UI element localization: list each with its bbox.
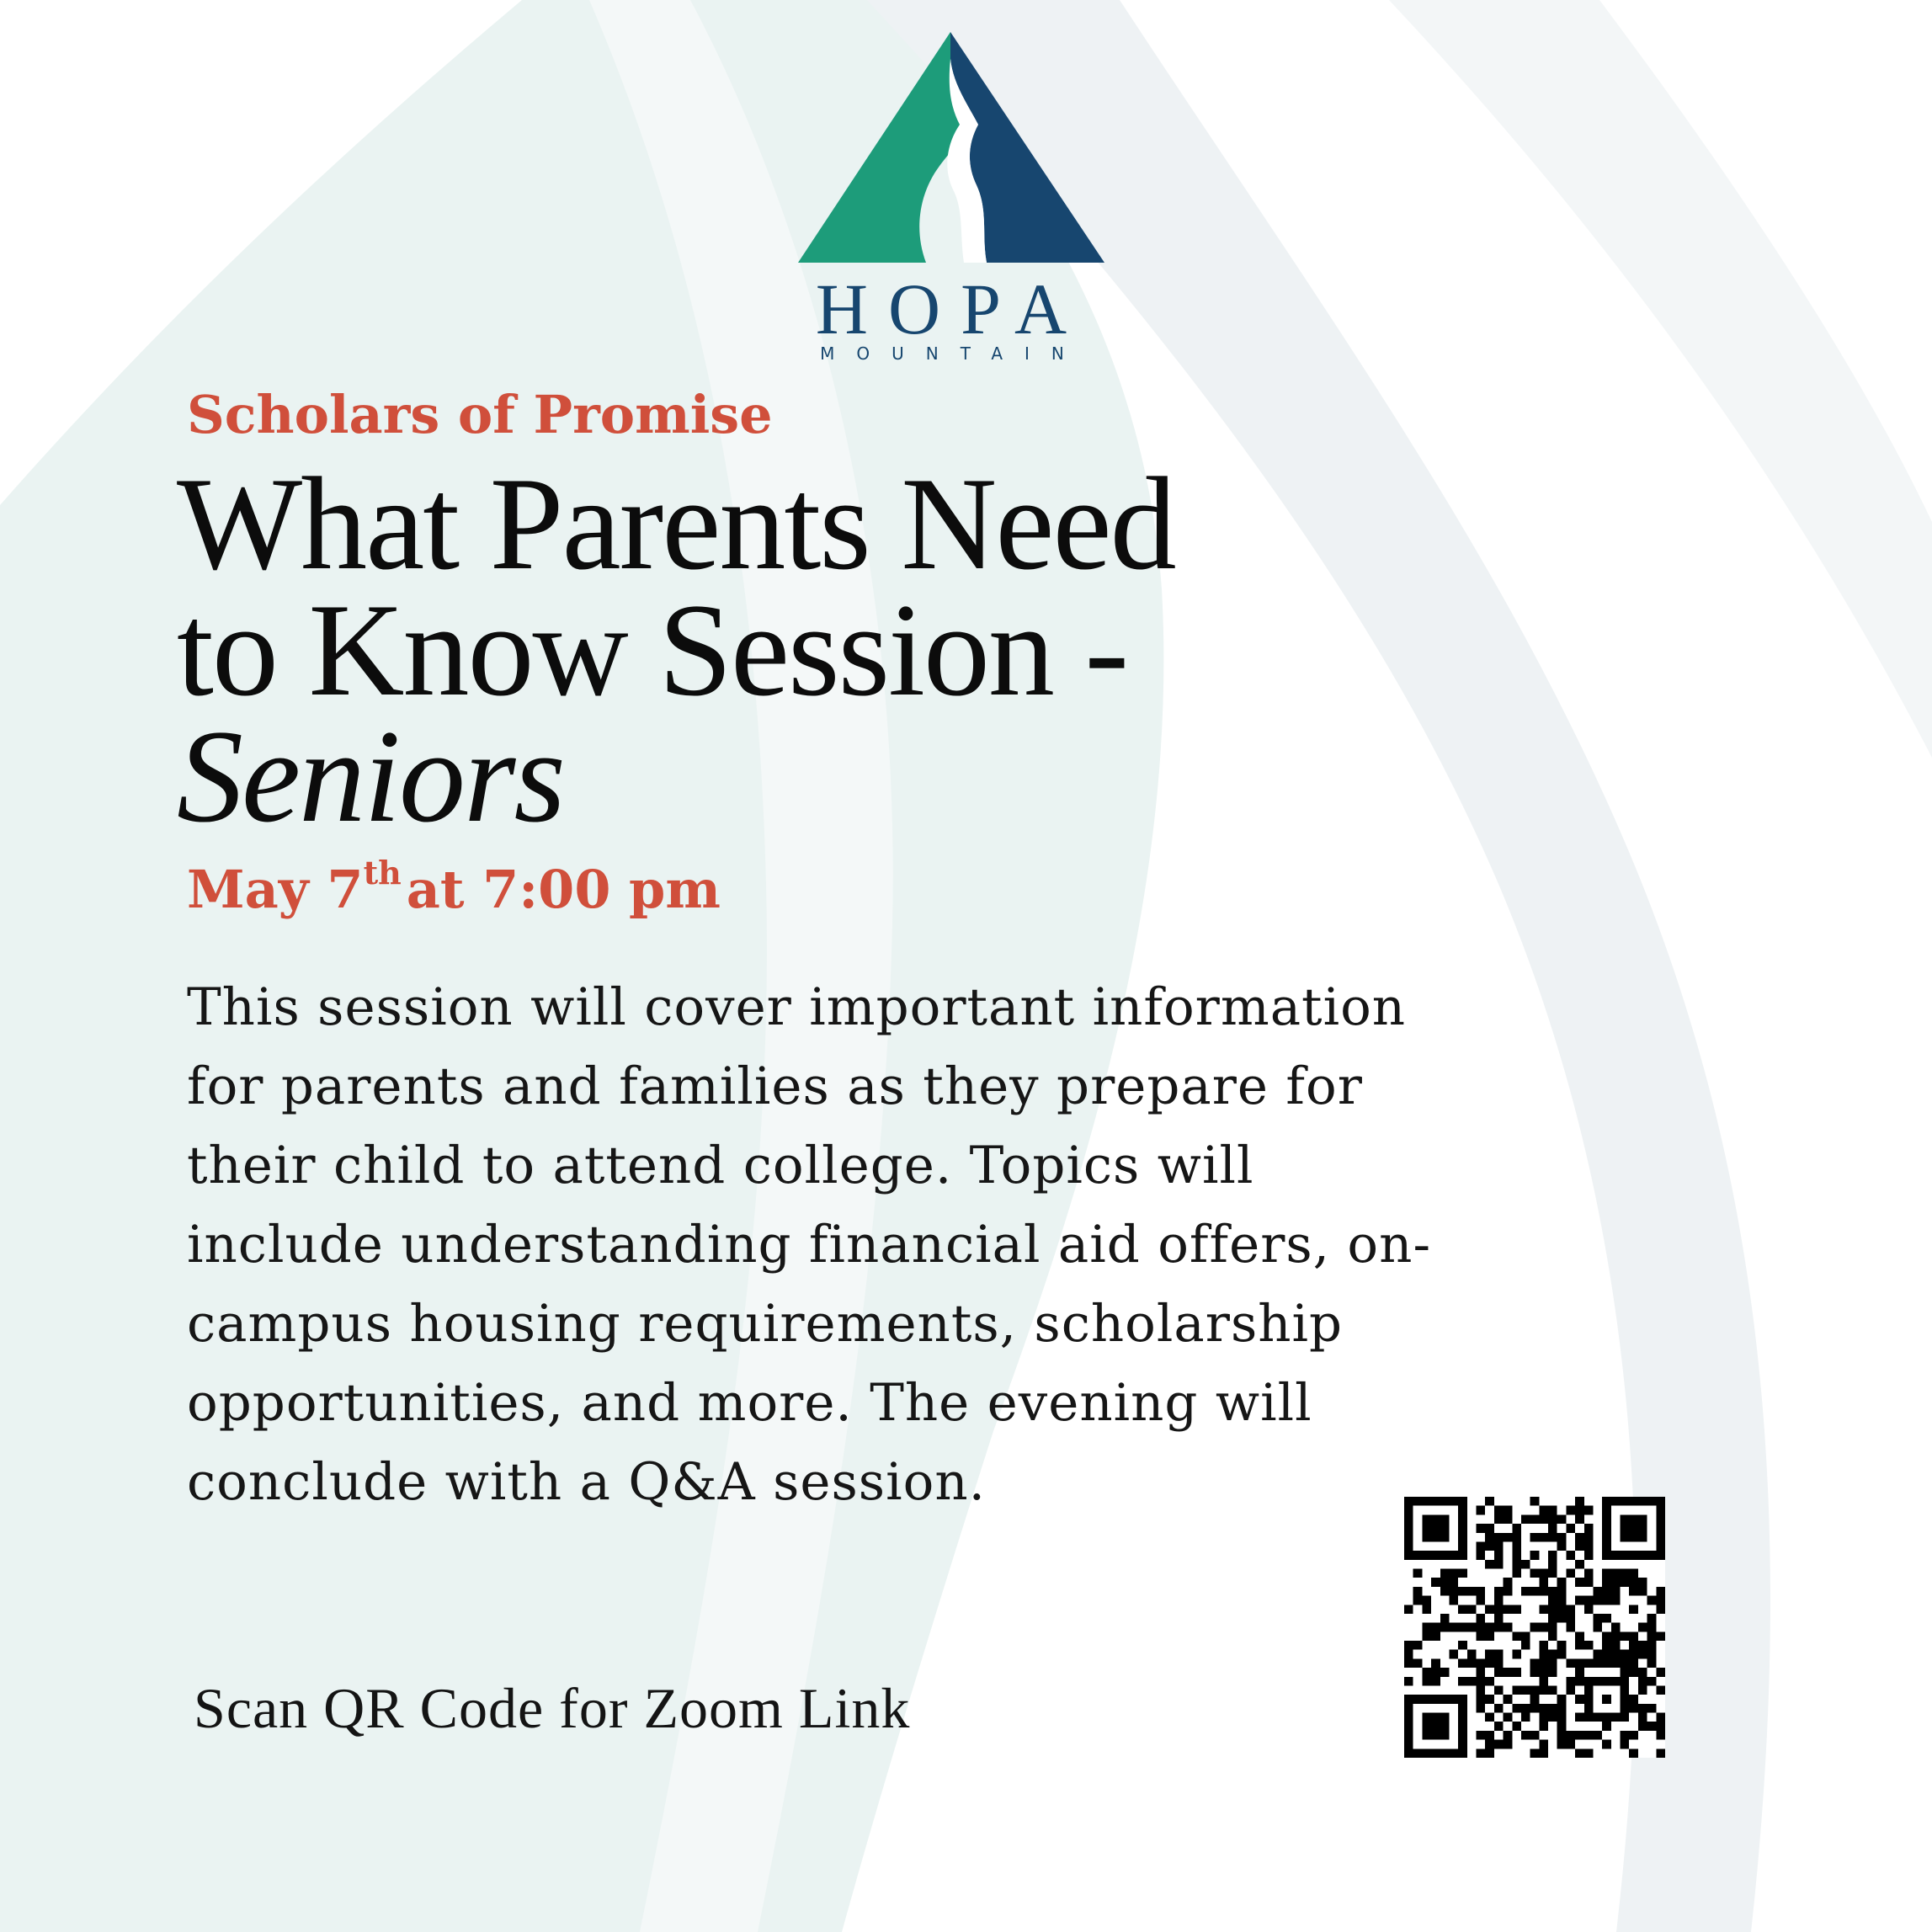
event-description: This session will cover important information for parents and families as they prepare for their child to attend college. Topics will include understanding financial aid offers, on-campus housing requirements, scholarship opportunities, and more. The evening will conclude with a Q&A session. (187, 977, 1432, 1512)
date-ordinal-suffix: th (363, 854, 402, 892)
title-line-2: to Know Session - (177, 577, 1128, 724)
date-time: at 7:00 pm (406, 859, 721, 920)
qr-instruction: Scan QR Code for Zoom Link (194, 1676, 911, 1740)
program-name: Scholars of Promise (187, 384, 773, 445)
hopa-mountain-logo (791, 25, 1111, 362)
page-title (177, 450, 1440, 850)
date-month-day: May 7 (187, 859, 364, 920)
title-line-1: What Parents Need (177, 450, 1175, 598)
title-line-3: Seniors (177, 703, 564, 850)
event-date (187, 854, 721, 920)
zoom-qr-code[interactable] (1404, 1497, 1665, 1758)
logo-wordmark: HOPA (815, 269, 1088, 349)
logo-subtitle: MOUNTAIN (820, 343, 1086, 362)
